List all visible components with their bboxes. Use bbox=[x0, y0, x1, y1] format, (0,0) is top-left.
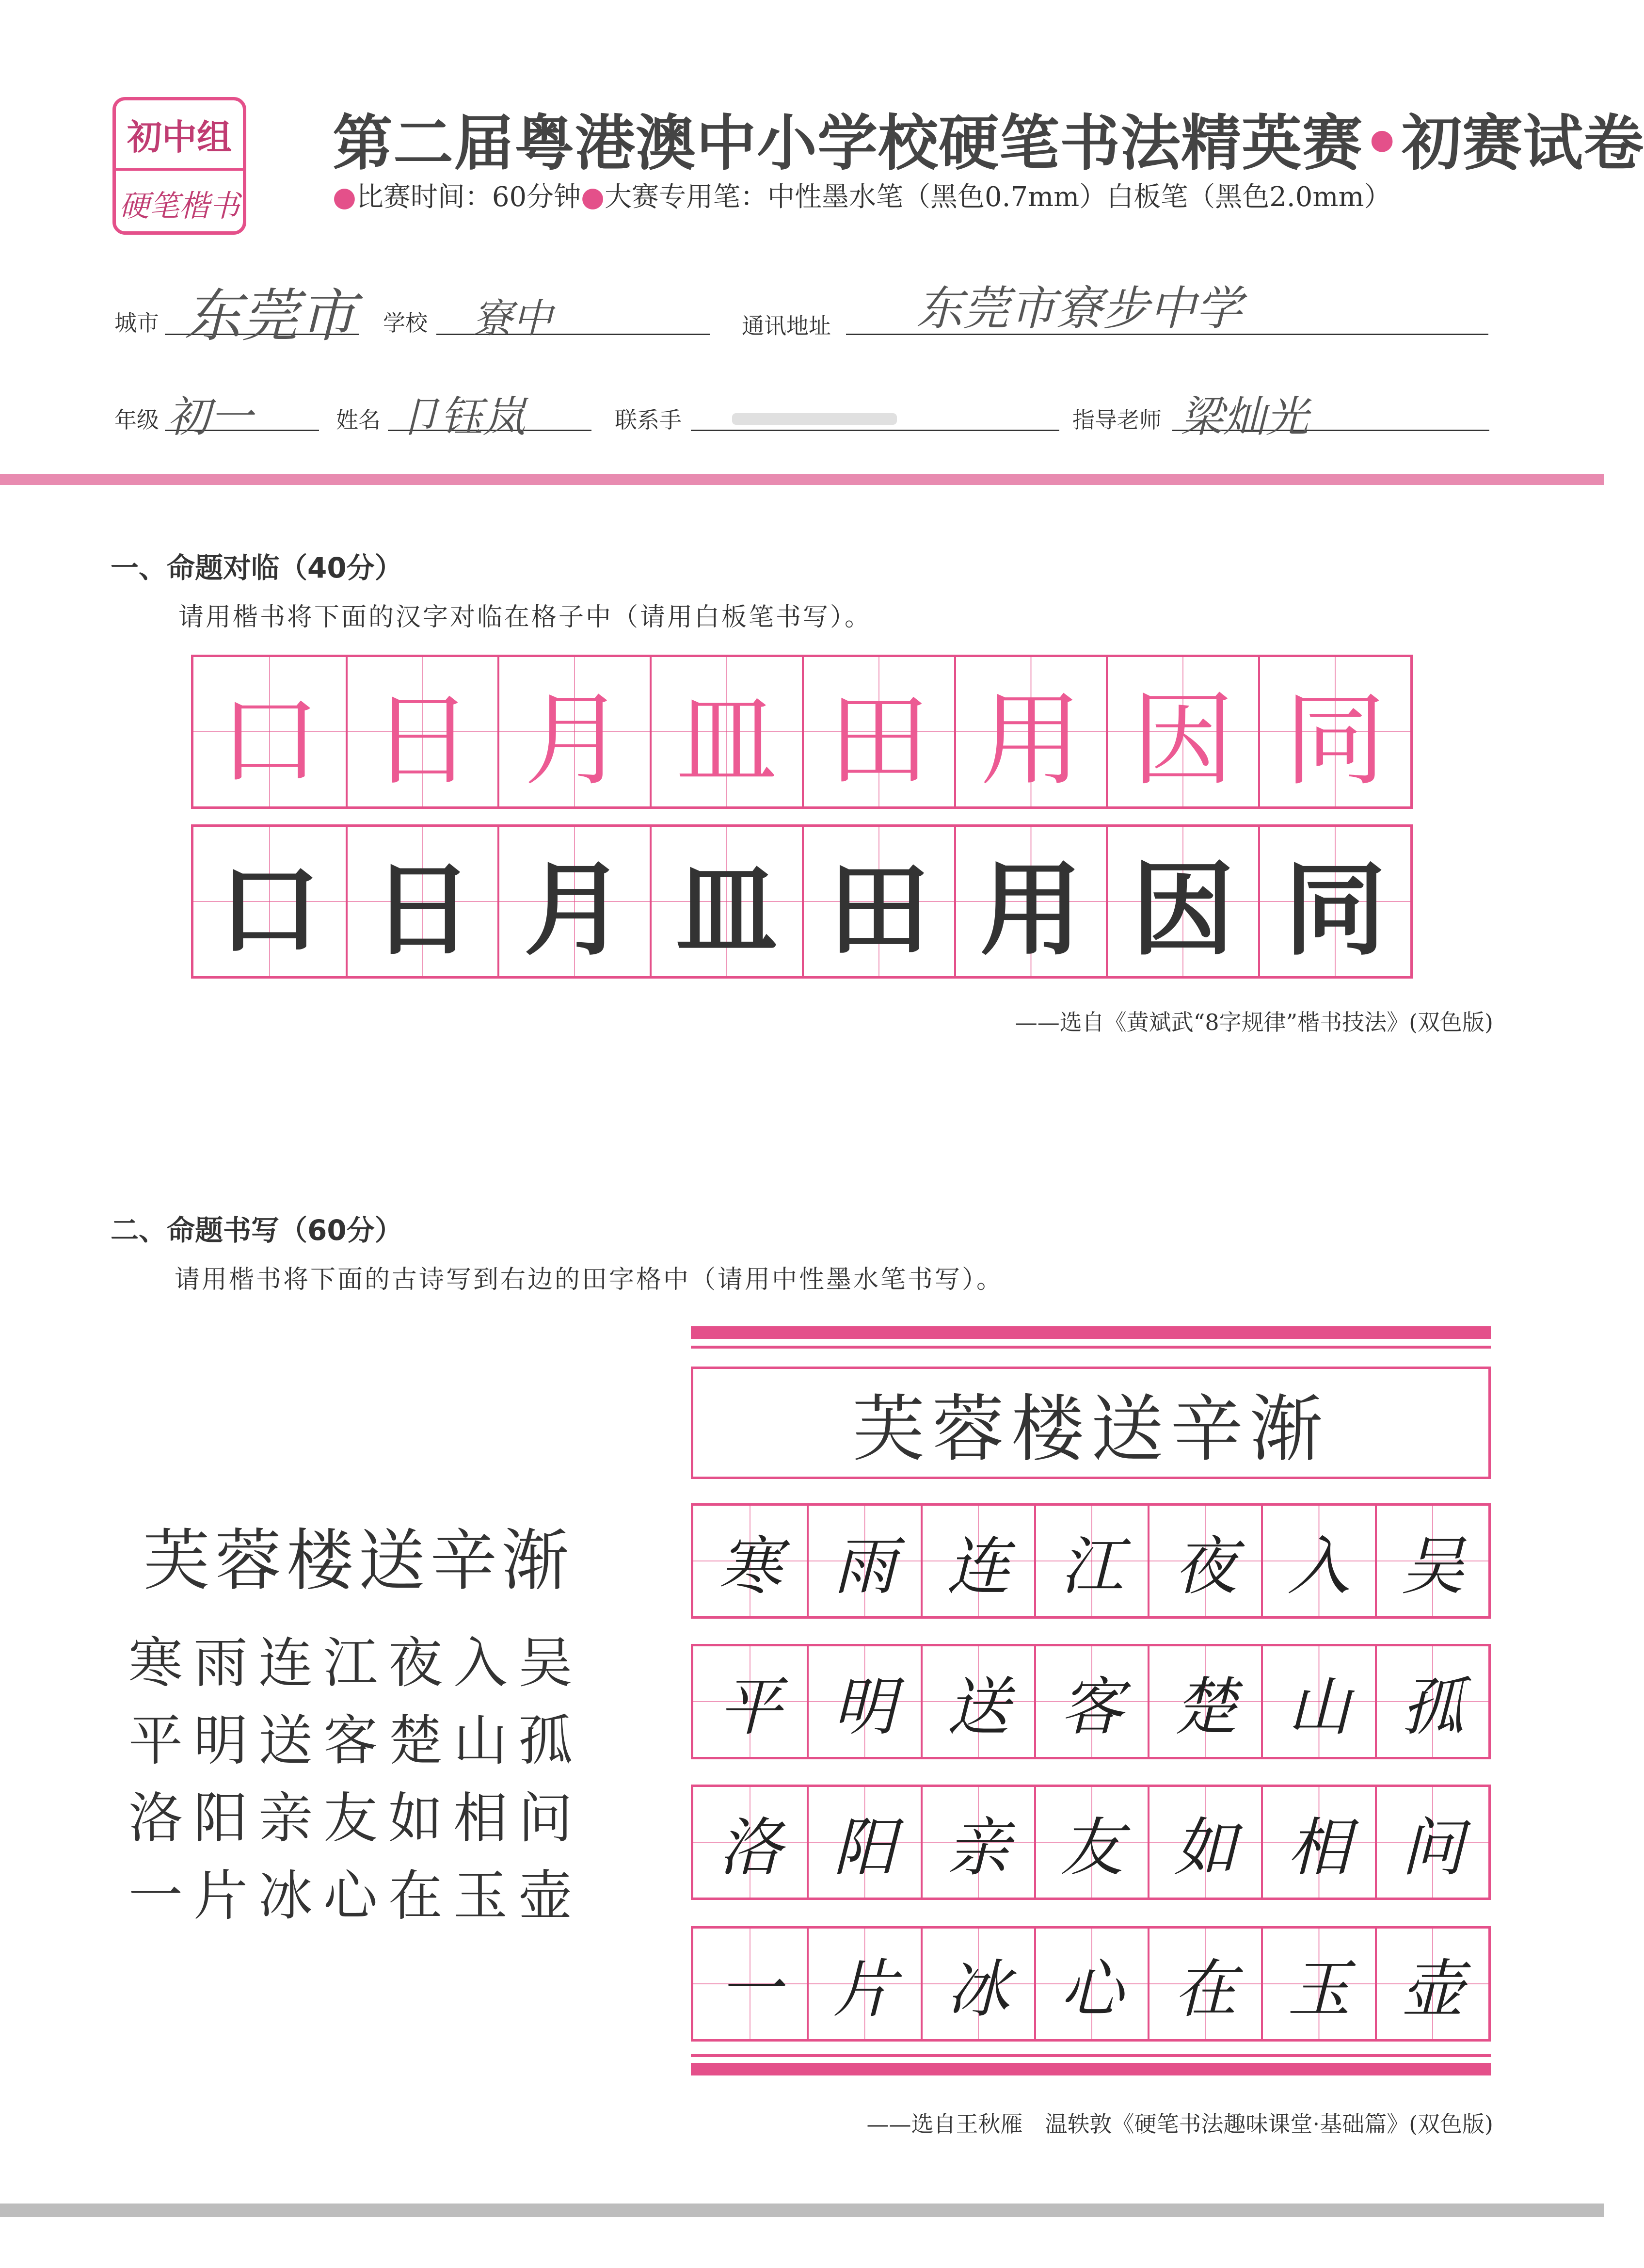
poem-grid-row[interactable] bbox=[691, 1785, 1491, 1900]
answer-cell[interactable]: 皿 bbox=[650, 827, 802, 976]
poem-line: 洛阳亲友如相问 bbox=[128, 1787, 583, 1850]
answer-cell[interactable]: 月 bbox=[497, 827, 650, 976]
model-cell: 月 bbox=[497, 657, 650, 806]
address-label: 通讯地址 bbox=[742, 313, 831, 339]
school-label: 学校 bbox=[383, 310, 428, 336]
poem-cell[interactable]: 问 bbox=[1375, 1787, 1488, 1898]
model-cell: 日 bbox=[346, 657, 498, 806]
frame-bottom-band bbox=[691, 2063, 1491, 2075]
exam-time: 比赛时间：60分钟 bbox=[356, 181, 581, 213]
answer-cell[interactable]: 因 bbox=[1106, 827, 1258, 976]
teacher-field[interactable]: 梁灿光 bbox=[1181, 392, 1309, 442]
section1-source: ——选自《黄斌武“8字规律”楷书技法》(双色版) bbox=[1015, 1009, 1493, 1035]
poem-cell[interactable]: 雨 bbox=[807, 1506, 920, 1616]
title-tail: 初赛试卷 bbox=[1402, 109, 1644, 178]
title-dot: • bbox=[1363, 109, 1402, 178]
poem-grid-row[interactable] bbox=[691, 1926, 1491, 2042]
poem-cell[interactable]: 江 bbox=[1034, 1506, 1148, 1616]
group-badge bbox=[112, 97, 246, 235]
poem-cell[interactable]: 相 bbox=[1261, 1787, 1374, 1898]
poem-cell[interactable]: 客 bbox=[1034, 1646, 1148, 1757]
answer-cell[interactable]: 日 bbox=[346, 827, 498, 976]
poem-cell[interactable]: 山 bbox=[1261, 1646, 1374, 1757]
poem-cell[interactable]: 一 bbox=[693, 1929, 807, 2039]
poem-cell[interactable]: 壶 bbox=[1375, 1929, 1488, 2039]
answer-cell[interactable]: 田 bbox=[802, 827, 954, 976]
answer-cell[interactable]: 用 bbox=[954, 827, 1106, 976]
header-separator bbox=[0, 474, 1604, 485]
frame-top-rule bbox=[691, 1346, 1491, 1349]
bullet-icon: ● bbox=[581, 181, 605, 213]
section2-source: ——选自王秋雁 温轶敦《硬笔书法趣味课堂·基础篇》(双色版) bbox=[866, 2111, 1493, 2137]
poem-cell[interactable]: 如 bbox=[1148, 1787, 1261, 1898]
poem-cell[interactable]: 入 bbox=[1261, 1506, 1374, 1616]
poem-cell[interactable]: 楚 bbox=[1148, 1646, 1261, 1757]
model-cell: 口 bbox=[193, 657, 346, 806]
frame-top-band bbox=[691, 1326, 1491, 1339]
poem-cell[interactable]: 夜 bbox=[1148, 1506, 1261, 1616]
name-field[interactable]: 卩钰岚 bbox=[398, 392, 526, 442]
exam-pen-spec: 大赛专用笔：中性墨水笔（黑色0.7mm）白板笔（黑色2.0mm） bbox=[605, 181, 1391, 213]
badge-category-label: 硬笔楷书 bbox=[119, 188, 239, 224]
poem-cell[interactable]: 连 bbox=[921, 1506, 1034, 1616]
model-cell: 皿 bbox=[650, 657, 802, 806]
poem-line: 寒雨连江夜入吴 bbox=[128, 1632, 583, 1695]
badge-divider bbox=[116, 168, 243, 171]
poem-grid-row[interactable] bbox=[691, 1644, 1491, 1759]
model-cell: 田 bbox=[802, 657, 954, 806]
answer-grid[interactable] bbox=[191, 824, 1413, 979]
poem-title: 芙蓉楼送辛渐 bbox=[143, 1522, 574, 1600]
model-cell: 因 bbox=[1106, 657, 1258, 806]
model-grid bbox=[191, 655, 1413, 809]
page-title bbox=[333, 95, 1644, 181]
bullet-icon: ● bbox=[333, 181, 356, 213]
teacher-label: 指导老师 bbox=[1072, 407, 1162, 433]
poem-line: 一片冰心在玉壶 bbox=[128, 1865, 583, 1928]
poem-grid-row[interactable] bbox=[691, 1503, 1491, 1619]
grade-label: 年级 bbox=[114, 407, 159, 433]
poem-cell[interactable]: 平 bbox=[693, 1646, 807, 1757]
answer-cell[interactable]: 同 bbox=[1258, 827, 1410, 976]
poem-cell[interactable]: 寒 bbox=[693, 1506, 807, 1616]
badge-group-label: 初中组 bbox=[127, 117, 232, 158]
poem-cell[interactable]: 孤 bbox=[1375, 1646, 1488, 1757]
model-cell: 用 bbox=[954, 657, 1106, 806]
section2-title: 二、命题书写（60分） bbox=[111, 1214, 403, 1247]
phone-field[interactable] bbox=[732, 413, 897, 425]
poem-cell[interactable]: 阳 bbox=[807, 1787, 920, 1898]
phone-label: 联系手 bbox=[615, 407, 682, 433]
section1-instruction: 请用楷书将下面的汉字对临在格子中（请用白板笔书写）。 bbox=[178, 603, 872, 632]
phone-line bbox=[691, 430, 1059, 431]
answer-cell[interactable]: 口 bbox=[193, 827, 346, 976]
title-main: 第二届粤港澳中小学校硬笔书法精英赛 bbox=[333, 109, 1363, 178]
poem-cell[interactable]: 冰 bbox=[921, 1929, 1034, 2039]
grade-field[interactable]: 初一 bbox=[167, 392, 253, 442]
model-cell: 同 bbox=[1258, 657, 1410, 806]
poem-cell[interactable]: 片 bbox=[807, 1929, 920, 2039]
frame-bottom-rule bbox=[691, 2054, 1491, 2057]
bottom-border bbox=[0, 2204, 1604, 2217]
written-title-box[interactable]: 芙蓉楼送辛渐 bbox=[691, 1367, 1491, 1479]
poem-line: 平明送客楚山孤 bbox=[128, 1709, 583, 1772]
section2-instruction: 请用楷书将下面的古诗写到右边的田字格中（请用中性墨水笔书写）。 bbox=[175, 1265, 1004, 1294]
poem-cell[interactable]: 玉 bbox=[1261, 1929, 1374, 2039]
poem-cell[interactable]: 友 bbox=[1034, 1787, 1148, 1898]
poem-cell[interactable]: 吴 bbox=[1375, 1506, 1488, 1616]
poem-cell[interactable]: 明 bbox=[807, 1646, 920, 1757]
poem-cell[interactable]: 亲 bbox=[921, 1787, 1034, 1898]
city-label: 城市 bbox=[114, 310, 159, 336]
poem-cell[interactable]: 洛 bbox=[693, 1787, 807, 1898]
poem-cell[interactable]: 送 bbox=[921, 1646, 1034, 1757]
name-label: 姓名 bbox=[336, 407, 381, 433]
school-field[interactable]: 寮中 bbox=[473, 296, 552, 342]
exam-subtitle bbox=[333, 176, 1496, 214]
section1-title: 一、命题对临（40分） bbox=[111, 551, 403, 584]
poem-cell[interactable]: 在 bbox=[1148, 1929, 1261, 2039]
poem-cell[interactable]: 心 bbox=[1034, 1929, 1148, 2039]
city-field[interactable]: 东莞市 bbox=[184, 282, 356, 349]
address-field[interactable]: 东莞市寮步中学 bbox=[916, 281, 1242, 336]
